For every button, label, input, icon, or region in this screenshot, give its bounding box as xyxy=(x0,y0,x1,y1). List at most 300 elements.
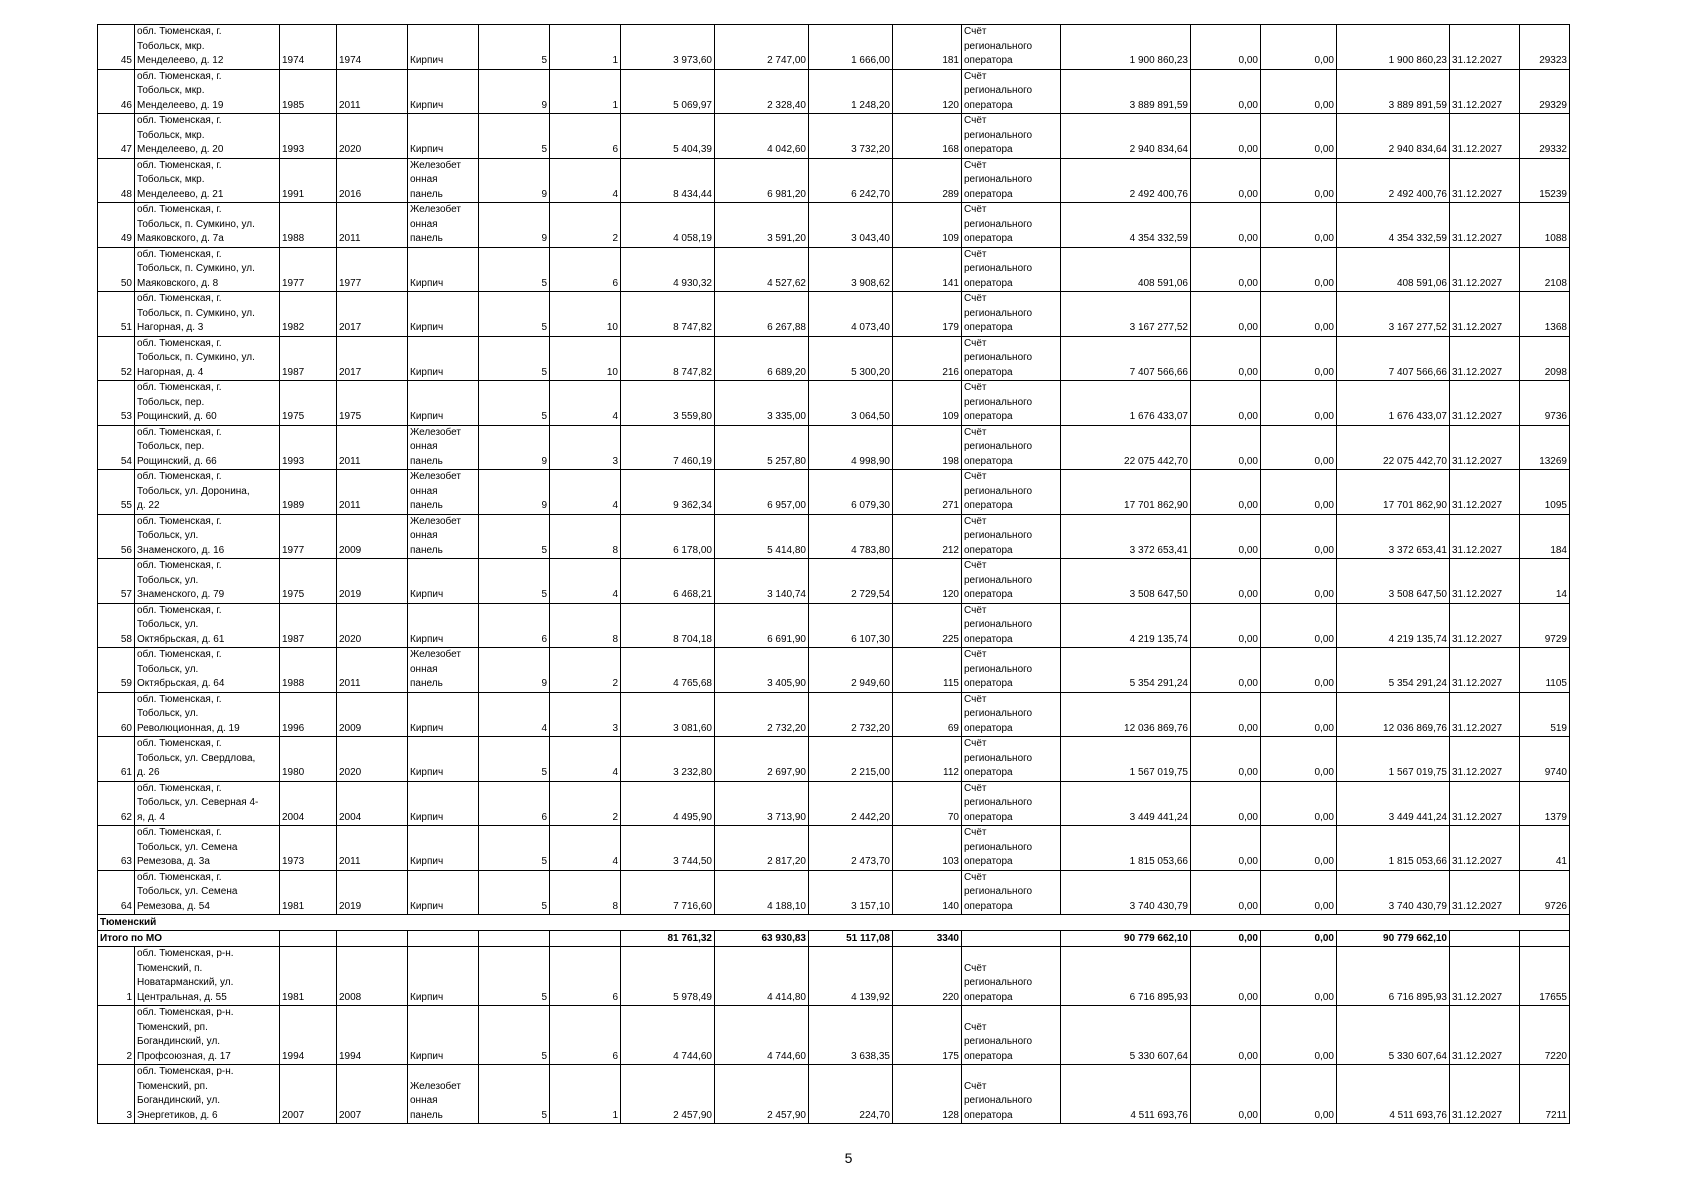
cell-residents: 128 xyxy=(893,1065,962,1124)
cell-cost-fund: 0,00 xyxy=(1191,603,1261,648)
cell-cost-budget: 0,00 xyxy=(1261,514,1337,559)
cell-wall-material: Кирпич xyxy=(408,559,479,604)
cell-cost-budget: 0,00 xyxy=(1261,559,1337,604)
cell-cost-owners: 7 407 566,66 xyxy=(1337,336,1450,381)
cell-cost-fund: 0,00 xyxy=(1191,781,1261,826)
cell-cost-owners: 12 036 869,76 xyxy=(1337,692,1450,737)
cell-entrances: 10 xyxy=(550,336,621,381)
cell-wall-material: Железобет онная панель xyxy=(408,158,479,203)
cell-address: обл. Тюменская, г. Тобольск, мкр. Менделеево, д. 20 xyxy=(135,114,280,159)
cell-cost-fund: 0,00 xyxy=(1191,559,1261,604)
cell-entrances: 8 xyxy=(550,603,621,648)
cell-deadline: 31.12.2027 xyxy=(1450,158,1520,203)
cell-cost-fund: 0,00 xyxy=(1191,247,1261,292)
cell-wall-material: Кирпич xyxy=(408,603,479,648)
cell-entrances: 8 xyxy=(550,870,621,915)
cell-house-id: 1088 xyxy=(1520,203,1570,248)
cell-row-number: 61 xyxy=(98,737,135,782)
cell-private-area: 1 666,00 xyxy=(809,25,893,70)
cell-private-area: 2 215,00 xyxy=(809,737,893,782)
cell-total-area: 7 460,19 xyxy=(621,425,715,470)
cell-cost-fund: 0,00 xyxy=(1191,826,1261,871)
cell-private-area: 2 473,70 xyxy=(809,826,893,871)
cell-wall-material: Кирпич xyxy=(408,826,479,871)
cell-cost-budget: 0,00 xyxy=(1261,648,1337,693)
cell-private-area: 5 300,20 xyxy=(809,336,893,381)
cell-floors: 9 xyxy=(479,203,550,248)
cell-year-built: 1988 xyxy=(280,203,337,248)
cell-residents: 289 xyxy=(893,158,962,203)
cell-year-overhaul: 2007 xyxy=(337,1065,408,1124)
cell-year-overhaul: 1974 xyxy=(337,25,408,70)
cell-cost-budget: 0,00 xyxy=(1261,336,1337,381)
cell-address: обл. Тюменская, г. Тобольск, п. Сумкино, ул. Нагорная, д. 3 xyxy=(135,292,280,337)
cell-total-area: 4 058,19 xyxy=(621,203,715,248)
register-sheet xyxy=(97,24,1570,1124)
cell-private-area: 4 073,40 xyxy=(809,292,893,337)
cell-house-id: 13269 xyxy=(1520,425,1570,470)
table-row xyxy=(98,381,1570,426)
cell-floors: 5 xyxy=(479,514,550,559)
cell-entrances: 6 xyxy=(550,947,621,1006)
cell-floors: 6 xyxy=(479,781,550,826)
cell-cost-fund: 0,00 xyxy=(1191,158,1261,203)
cell-year-overhaul: 2020 xyxy=(337,737,408,782)
cell-entrances: 8 xyxy=(550,514,621,559)
cell-row-number: 59 xyxy=(98,648,135,693)
cell-wall-material: Кирпич xyxy=(408,69,479,114)
cell-cost-total: 5 354 291,24 xyxy=(1061,648,1191,693)
cell-private-area: 6 079,30 xyxy=(809,470,893,515)
cell-cost-budget: 0,00 xyxy=(1261,114,1337,159)
cell-row-number: 2 xyxy=(98,1006,135,1065)
cell-residents: 70 xyxy=(893,781,962,826)
cell-house-id: 9726 xyxy=(1520,870,1570,915)
table-row xyxy=(98,470,1570,515)
cell-cost-budget: 0,00 xyxy=(1261,1065,1337,1124)
cell-year-built: 1987 xyxy=(280,603,337,648)
cell-floors: 9 xyxy=(479,158,550,203)
cell-house-id: 29329 xyxy=(1520,69,1570,114)
cell-floors: 5 xyxy=(479,114,550,159)
cell-floors: 9 xyxy=(479,470,550,515)
cell-total-area: 5 069,97 xyxy=(621,69,715,114)
cell-year-built: 1980 xyxy=(280,737,337,782)
total-empty-cell xyxy=(479,931,550,947)
table-row xyxy=(98,514,1570,559)
cell-cost-owners: 1 900 860,23 xyxy=(1337,25,1450,70)
cell-cost-owners: 2 940 834,64 xyxy=(1337,114,1450,159)
cell-cost-budget: 0,00 xyxy=(1261,737,1337,782)
table-row xyxy=(98,247,1570,292)
cell-cost-total: 2 940 834,64 xyxy=(1061,114,1191,159)
cell-funding-source: Счёт регионального оператора xyxy=(962,1006,1061,1065)
cell-year-built: 1996 xyxy=(280,692,337,737)
cell-funding-source: Счёт регионального оператора xyxy=(962,158,1061,203)
cell-wall-material: Кирпич xyxy=(408,247,479,292)
cell-private-area: 3 064,50 xyxy=(809,381,893,426)
cell-cost-owners: 3 372 653,41 xyxy=(1337,514,1450,559)
cell-residents: 109 xyxy=(893,203,962,248)
cell-year-built: 1988 xyxy=(280,648,337,693)
cell-cost-owners: 1 676 433,07 xyxy=(1337,381,1450,426)
cell-funding-source: Счёт регионального оператора xyxy=(962,514,1061,559)
cell-row-number: 50 xyxy=(98,247,135,292)
cell-address: обл. Тюменская, г. Тобольск, ул. Свердлова, д. 26 xyxy=(135,737,280,782)
cell-year-overhaul: 2011 xyxy=(337,69,408,114)
cell-deadline: 31.12.2027 xyxy=(1450,692,1520,737)
cell-cost-owners: 3 167 277,52 xyxy=(1337,292,1450,337)
cell-total-area: 4 765,68 xyxy=(621,648,715,693)
cell-deadline: 31.12.2027 xyxy=(1450,514,1520,559)
cell-living-area: 3 591,20 xyxy=(715,203,809,248)
total-s2: 0,00 xyxy=(1191,931,1261,947)
cell-cost-owners: 3 889 891,59 xyxy=(1337,69,1450,114)
cell-living-area: 2 817,20 xyxy=(715,826,809,871)
cell-floors: 5 xyxy=(479,247,550,292)
cell-address: обл. Тюменская, г. Тобольск, п. Сумкино, ул. Нагорная, д. 4 xyxy=(135,336,280,381)
cell-residents: 212 xyxy=(893,514,962,559)
cell-funding-source: Счёт регионального оператора xyxy=(962,247,1061,292)
cell-wall-material: Кирпич xyxy=(408,870,479,915)
cell-private-area: 224,70 xyxy=(809,1065,893,1124)
total-empty-cell xyxy=(280,931,337,947)
cell-wall-material: Кирпич xyxy=(408,737,479,782)
cell-address: обл. Тюменская, г. Тобольск, ул. Знаменского, д. 16 xyxy=(135,514,280,559)
cell-entrances: 1 xyxy=(550,69,621,114)
cell-private-area: 3 732,20 xyxy=(809,114,893,159)
cell-year-built: 1975 xyxy=(280,559,337,604)
cell-deadline: 31.12.2027 xyxy=(1450,336,1520,381)
cell-row-number: 1 xyxy=(98,947,135,1006)
total-row xyxy=(98,931,1570,947)
cell-deadline: 31.12.2027 xyxy=(1450,203,1520,248)
cell-residents: 179 xyxy=(893,292,962,337)
cell-living-area: 5 414,80 xyxy=(715,514,809,559)
cell-entrances: 6 xyxy=(550,1006,621,1065)
cell-cost-owners: 1 567 019,75 xyxy=(1337,737,1450,782)
cell-cost-owners: 4 219 135,74 xyxy=(1337,603,1450,648)
cell-floors: 5 xyxy=(479,25,550,70)
cell-wall-material: Железобет онная панель xyxy=(408,425,479,470)
total-empty-cell xyxy=(337,931,408,947)
cell-year-overhaul: 2011 xyxy=(337,648,408,693)
cell-cost-total: 7 407 566,66 xyxy=(1061,336,1191,381)
table-body xyxy=(98,25,1570,1124)
cell-cost-budget: 0,00 xyxy=(1261,692,1337,737)
cell-floors: 5 xyxy=(479,292,550,337)
cell-entrances: 4 xyxy=(550,737,621,782)
cell-cost-total: 1 815 053,66 xyxy=(1061,826,1191,871)
table-row xyxy=(98,292,1570,337)
cell-year-built: 1974 xyxy=(280,25,337,70)
cell-funding-source: Счёт регионального оператора xyxy=(962,470,1061,515)
cell-cost-total: 4 219 135,74 xyxy=(1061,603,1191,648)
cell-cost-fund: 0,00 xyxy=(1191,69,1261,114)
cell-residents: 120 xyxy=(893,559,962,604)
cell-cost-fund: 0,00 xyxy=(1191,203,1261,248)
cell-wall-material: Железобет онная панель xyxy=(408,648,479,693)
cell-total-area: 3 232,80 xyxy=(621,737,715,782)
cell-funding-source: Счёт регионального оператора xyxy=(962,25,1061,70)
cell-residents: 115 xyxy=(893,648,962,693)
cell-cost-budget: 0,00 xyxy=(1261,25,1337,70)
total-a1: 81 761,32 xyxy=(621,931,715,947)
cell-funding-source: Счёт регионального оператора xyxy=(962,69,1061,114)
cell-floors: 5 xyxy=(479,737,550,782)
total-label: Итого по МО xyxy=(98,931,280,947)
cell-cost-fund: 0,00 xyxy=(1191,1065,1261,1124)
cell-living-area: 4 188,10 xyxy=(715,870,809,915)
cell-entrances: 4 xyxy=(550,826,621,871)
cell-cost-owners: 408 591,06 xyxy=(1337,247,1450,292)
cell-cost-total: 17 701 862,90 xyxy=(1061,470,1191,515)
cell-year-built: 1991 xyxy=(280,158,337,203)
cell-year-built: 1977 xyxy=(280,514,337,559)
cell-residents: 198 xyxy=(893,425,962,470)
cell-residents: 112 xyxy=(893,737,962,782)
cell-house-id: 7211 xyxy=(1520,1065,1570,1124)
table-row xyxy=(98,203,1570,248)
table-row xyxy=(98,559,1570,604)
cell-residents: 175 xyxy=(893,1006,962,1065)
cell-cost-fund: 0,00 xyxy=(1191,425,1261,470)
cell-cost-total: 3 889 891,59 xyxy=(1061,69,1191,114)
cell-row-number: 45 xyxy=(98,25,135,70)
cell-living-area: 4 414,80 xyxy=(715,947,809,1006)
cell-cost-fund: 0,00 xyxy=(1191,114,1261,159)
cell-residents: 225 xyxy=(893,603,962,648)
cell-private-area: 1 248,20 xyxy=(809,69,893,114)
cell-total-area: 6 468,21 xyxy=(621,559,715,604)
cell-floors: 6 xyxy=(479,603,550,648)
cell-year-built: 1981 xyxy=(280,947,337,1006)
cell-residents: 109 xyxy=(893,381,962,426)
table-row xyxy=(98,25,1570,70)
cell-cost-fund: 0,00 xyxy=(1191,737,1261,782)
cell-deadline: 31.12.2027 xyxy=(1450,648,1520,693)
cell-cost-fund: 0,00 xyxy=(1191,692,1261,737)
cell-entrances: 2 xyxy=(550,781,621,826)
cell-house-id: 1379 xyxy=(1520,781,1570,826)
cell-cost-budget: 0,00 xyxy=(1261,69,1337,114)
cell-house-id: 519 xyxy=(1520,692,1570,737)
cell-cost-owners: 22 075 442,70 xyxy=(1337,425,1450,470)
table-row xyxy=(98,870,1570,915)
cell-row-number: 47 xyxy=(98,114,135,159)
cell-floors: 4 xyxy=(479,692,550,737)
cell-house-id: 1368 xyxy=(1520,292,1570,337)
cell-living-area: 2 697,90 xyxy=(715,737,809,782)
section-name: Тюменский xyxy=(98,915,1570,931)
cell-private-area: 4 998,90 xyxy=(809,425,893,470)
cell-funding-source: Счёт регионального оператора xyxy=(962,381,1061,426)
cell-floors: 5 xyxy=(479,870,550,915)
total-s4: 90 779 662,10 xyxy=(1337,931,1450,947)
cell-total-area: 6 178,00 xyxy=(621,514,715,559)
cell-cost-fund: 0,00 xyxy=(1191,870,1261,915)
cell-deadline: 31.12.2027 xyxy=(1450,559,1520,604)
cell-funding-source: Счёт регионального оператора xyxy=(962,826,1061,871)
cell-private-area: 4 139,92 xyxy=(809,947,893,1006)
cell-row-number: 51 xyxy=(98,292,135,337)
cell-row-number: 52 xyxy=(98,336,135,381)
cell-cost-total: 3 167 277,52 xyxy=(1061,292,1191,337)
cell-living-area: 6 957,00 xyxy=(715,470,809,515)
cell-year-overhaul: 2011 xyxy=(337,826,408,871)
total-a2: 63 930,83 xyxy=(715,931,809,947)
cell-wall-material: Кирпич xyxy=(408,947,479,1006)
cell-living-area: 5 257,80 xyxy=(715,425,809,470)
table-row xyxy=(98,603,1570,648)
cell-year-built: 2007 xyxy=(280,1065,337,1124)
cell-living-area: 3 140,74 xyxy=(715,559,809,604)
cell-row-number: 48 xyxy=(98,158,135,203)
cell-cost-fund: 0,00 xyxy=(1191,947,1261,1006)
cell-cost-total: 3 372 653,41 xyxy=(1061,514,1191,559)
cell-total-area: 5 978,49 xyxy=(621,947,715,1006)
cell-entrances: 10 xyxy=(550,292,621,337)
cell-cost-total: 408 591,06 xyxy=(1061,247,1191,292)
cell-address: обл. Тюменская, г. Тобольск, п. Сумкино, ул. Маяковского, д. 8 xyxy=(135,247,280,292)
cell-total-area: 3 973,60 xyxy=(621,25,715,70)
cell-year-overhaul: 2016 xyxy=(337,158,408,203)
total-p: 3340 xyxy=(893,931,962,947)
cell-private-area: 2 949,60 xyxy=(809,648,893,693)
cell-row-number: 57 xyxy=(98,559,135,604)
cell-living-area: 6 691,90 xyxy=(715,603,809,648)
cell-address: обл. Тюменская, г. Тобольск, ул. Северная 4- я, д. 4 xyxy=(135,781,280,826)
cell-cost-fund: 0,00 xyxy=(1191,1006,1261,1065)
total-s1: 90 779 662,10 xyxy=(1061,931,1191,947)
table-row xyxy=(98,425,1570,470)
cell-deadline: 31.12.2027 xyxy=(1450,470,1520,515)
cell-entrances: 3 xyxy=(550,425,621,470)
cell-address: обл. Тюменская, г. Тобольск, ул. Знаменского, д. 79 xyxy=(135,559,280,604)
cell-year-overhaul: 2011 xyxy=(337,470,408,515)
cell-row-number: 49 xyxy=(98,203,135,248)
cell-residents: 216 xyxy=(893,336,962,381)
cell-cost-total: 4 354 332,59 xyxy=(1061,203,1191,248)
cell-cost-total: 1 900 860,23 xyxy=(1061,25,1191,70)
cell-year-built: 1987 xyxy=(280,336,337,381)
cell-row-number: 56 xyxy=(98,514,135,559)
cell-entrances: 4 xyxy=(550,381,621,426)
cell-cost-budget: 0,00 xyxy=(1261,381,1337,426)
cell-funding-source: Счёт регионального оператора xyxy=(962,1065,1061,1124)
cell-deadline: 31.12.2027 xyxy=(1450,381,1520,426)
cell-funding-source: Счёт регионального оператора xyxy=(962,947,1061,1006)
cell-living-area: 4 527,62 xyxy=(715,247,809,292)
cell-entrances: 1 xyxy=(550,1065,621,1124)
total-s3: 0,00 xyxy=(1261,931,1337,947)
cell-entrances: 4 xyxy=(550,470,621,515)
cell-address: обл. Тюменская, г. Тобольск, мкр. Менделеево, д. 12 xyxy=(135,25,280,70)
cell-funding-source: Счёт регионального оператора xyxy=(962,692,1061,737)
cell-total-area: 3 744,50 xyxy=(621,826,715,871)
cell-deadline: 31.12.2027 xyxy=(1450,69,1520,114)
cell-living-area: 2 328,40 xyxy=(715,69,809,114)
cell-deadline: 31.12.2027 xyxy=(1450,737,1520,782)
cell-row-number: 53 xyxy=(98,381,135,426)
cell-house-id: 1105 xyxy=(1520,648,1570,693)
cell-cost-owners: 2 492 400,76 xyxy=(1337,158,1450,203)
cell-cost-total: 5 330 607,64 xyxy=(1061,1006,1191,1065)
cell-house-id: 184 xyxy=(1520,514,1570,559)
table-row xyxy=(98,114,1570,159)
cell-address: обл. Тюменская, г. Тобольск, ул. Семена Ремезова, д. 3а xyxy=(135,826,280,871)
cell-entrances: 3 xyxy=(550,692,621,737)
cell-address: обл. Тюменская, г. Тобольск, ул. Революционная, д. 19 xyxy=(135,692,280,737)
cell-year-overhaul: 2011 xyxy=(337,425,408,470)
total-empty-cell xyxy=(550,931,621,947)
cell-total-area: 4 495,90 xyxy=(621,781,715,826)
cell-floors: 5 xyxy=(479,1065,550,1124)
cell-total-area: 4 744,60 xyxy=(621,1006,715,1065)
total-empty-cell xyxy=(1520,931,1570,947)
cell-funding-source: Счёт регионального оператора xyxy=(962,648,1061,693)
cell-living-area: 3 713,90 xyxy=(715,781,809,826)
cell-floors: 9 xyxy=(479,69,550,114)
cell-cost-owners: 4 354 332,59 xyxy=(1337,203,1450,248)
cell-row-number: 60 xyxy=(98,692,135,737)
cell-deadline: 31.12.2027 xyxy=(1450,292,1520,337)
cell-total-area: 3 559,80 xyxy=(621,381,715,426)
cell-floors: 9 xyxy=(479,648,550,693)
table-row xyxy=(98,781,1570,826)
cell-address: обл. Тюменская, р-н. Тюменский, п. Новатарманский, ул. Центральная, д. 55 xyxy=(135,947,280,1006)
cell-year-built: 1973 xyxy=(280,826,337,871)
section-header-row xyxy=(98,915,1570,931)
cell-year-built: 1981 xyxy=(280,870,337,915)
cell-floors: 5 xyxy=(479,336,550,381)
cell-year-overhaul: 2020 xyxy=(337,114,408,159)
cell-deadline: 31.12.2027 xyxy=(1450,826,1520,871)
cell-wall-material: Кирпич xyxy=(408,336,479,381)
cell-row-number: 55 xyxy=(98,470,135,515)
table-row xyxy=(98,826,1570,871)
cell-address: обл. Тюменская, г. Тобольск, мкр. Менделеево, д. 21 xyxy=(135,158,280,203)
cell-living-area: 6 981,20 xyxy=(715,158,809,203)
cell-house-id: 1095 xyxy=(1520,470,1570,515)
cell-address: обл. Тюменская, р-н. Тюменский, рп. Богандинский, ул. Профсоюзная, д. 17 xyxy=(135,1006,280,1065)
cell-year-built: 1985 xyxy=(280,69,337,114)
cell-house-id: 7220 xyxy=(1520,1006,1570,1065)
cell-deadline: 31.12.2027 xyxy=(1450,114,1520,159)
cell-row-number: 62 xyxy=(98,781,135,826)
cell-living-area: 6 267,88 xyxy=(715,292,809,337)
cell-entrances: 2 xyxy=(550,648,621,693)
cell-wall-material: Кирпич xyxy=(408,381,479,426)
cell-private-area: 2 442,20 xyxy=(809,781,893,826)
cell-cost-budget: 0,00 xyxy=(1261,247,1337,292)
cell-funding-source: Счёт регионального оператора xyxy=(962,425,1061,470)
cell-year-built: 1993 xyxy=(280,425,337,470)
cell-residents: 141 xyxy=(893,247,962,292)
cell-cost-total: 6 716 895,93 xyxy=(1061,947,1191,1006)
cell-cost-owners: 4 511 693,76 xyxy=(1337,1065,1450,1124)
cell-cost-owners: 3 508 647,50 xyxy=(1337,559,1450,604)
cell-address: обл. Тюменская, г. Тобольск, ул. Октябрьская, д. 61 xyxy=(135,603,280,648)
cell-house-id: 29332 xyxy=(1520,114,1570,159)
cell-cost-fund: 0,00 xyxy=(1191,292,1261,337)
cell-funding-source: Счёт регионального оператора xyxy=(962,559,1061,604)
cell-deadline: 31.12.2027 xyxy=(1450,870,1520,915)
cell-deadline: 31.12.2027 xyxy=(1450,603,1520,648)
cell-cost-budget: 0,00 xyxy=(1261,1006,1337,1065)
housing-register-table xyxy=(97,24,1570,1124)
cell-cost-fund: 0,00 xyxy=(1191,514,1261,559)
